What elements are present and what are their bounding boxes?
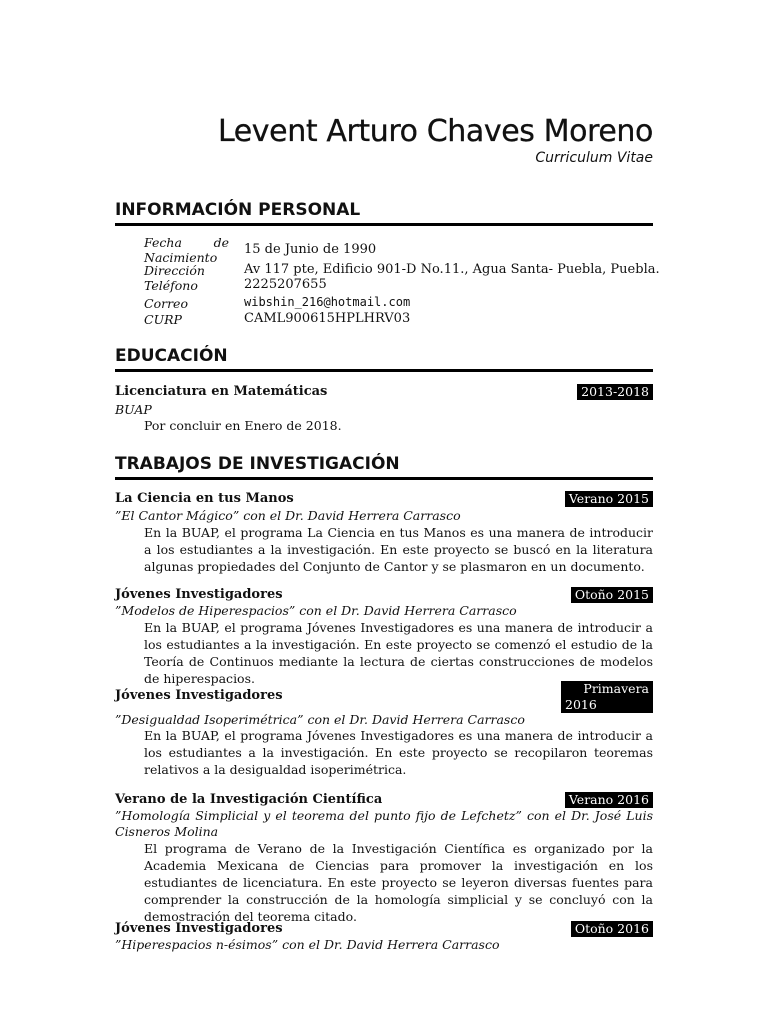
entry-title: Jóvenes Investigadores [115,587,283,602]
entry-title: Licenciatura en Matemáticas [115,384,328,399]
entry-project: ”El Cantor Mágico” con el Dr. David Herrera Carrasco [115,508,461,523]
entry-description: En la BUAP, el programa Jóvenes Investigadores es una manera de introducir a los estudiantes a la investigación. En este proyecto se recopilaron teoremas relativos a la desigualdad isoperimétrica. [144,728,653,777]
entry-title: Verano de la Investigación Científica [115,792,383,807]
info-label-curp: CURP [144,312,182,327]
section-personal-heading [115,200,653,220]
section-heading-text: EDUCACIÓN [115,346,228,366]
entry-title: La Ciencia en tus Manos [115,491,294,506]
entry-project: ”Desigualdad Isoperimétrica” con el Dr. David Herrera Carrasco [115,712,525,727]
cv-subtitle: Curriculum Vitae [535,150,653,166]
date-badge: Verano 2016 [565,792,653,808]
section-rule [115,477,653,480]
entry-description: El programa de Verano de la Investigación Científica es organizado por la Academia Mexicana de Ciencias para promover la investigación en los estudiantes de licenciatura. En este proyecto se leyeron diversas fuentes para comprender la construcción de la homología simplicial y se concluyó con la demostración del teorema citado. [144,841,653,924]
entry-project: ”Hiperespacios n-ésimos” con el Dr. David Herrera Carrasco [115,937,500,952]
info-value-email: wibshin_216@hotmail.com [244,295,411,309]
date-badge-line: Primavera [583,681,649,696]
info-label-email: Correo [144,296,188,311]
date-badge-line: 2016 [565,697,597,712]
info-label-phone: Teléfono [144,278,198,293]
entry-project: ”Modelos de Hiperespacios” con el Dr. David Herrera Carrasco [115,603,517,618]
cv-page [115,0,660,1024]
entry-institution: BUAP [115,402,152,417]
section-heading-text: INFORMACIÓN PERSONAL [115,200,361,220]
cv-name: Levent Arturo Chaves Moreno [217,114,653,149]
section-research-heading [115,454,653,474]
info-value-curp: CAML900615HPLHRV03 [244,311,411,326]
entry-title: Jóvenes Investigadores [115,921,283,936]
entry-description: En la BUAP, el programa La Ciencia en tus Manos es una manera de introducir a los estudiantes a la investigación. En este proyecto se buscó en la literatura algunas propiedades del Conjunto de Cantor y se plasmaron en un documento. [144,525,653,574]
info-label-birth: Fecha de Nacimiento [144,235,229,265]
section-rule [115,369,653,372]
info-value-phone: 2225207655 [244,277,327,292]
date-badge [561,681,653,713]
entry-project: ”Homología Simplicial y el teorema del punto fijo de Lefchetz” con el Dr. José Luis Cisneros Molina [115,808,653,839]
section-education-heading [115,346,653,366]
date-badge: 2013-2018 [577,384,653,400]
entry-description: Por concluir en Enero de 2018. [144,418,342,433]
entry-description: En la BUAP, el programa Jóvenes Investigadores es una manera de introducir a los estudiantes a la investigación. En este proyecto se comenzó el estudio de la Teoría de Continuos mediante la lectura de ciertas construcciones de modelos de hiperespacios. [144,620,653,686]
date-badge: Otoño 2015 [571,587,653,603]
info-label-address: Dirección [144,263,205,278]
date-badge: Verano 2015 [565,491,653,507]
section-rule [115,223,653,226]
section-heading-text: TRABAJOS DE INVESTIGACIÓN [115,454,400,474]
entry-title: Jóvenes Investigadores [115,688,283,703]
date-badge: Otoño 2016 [571,921,653,937]
info-value-birth: 15 de Junio de 1990 [244,242,377,257]
info-value-address: Av 117 pte, Edificio 901-D No.11., Agua Santa- Puebla, Puebla. [244,262,660,277]
